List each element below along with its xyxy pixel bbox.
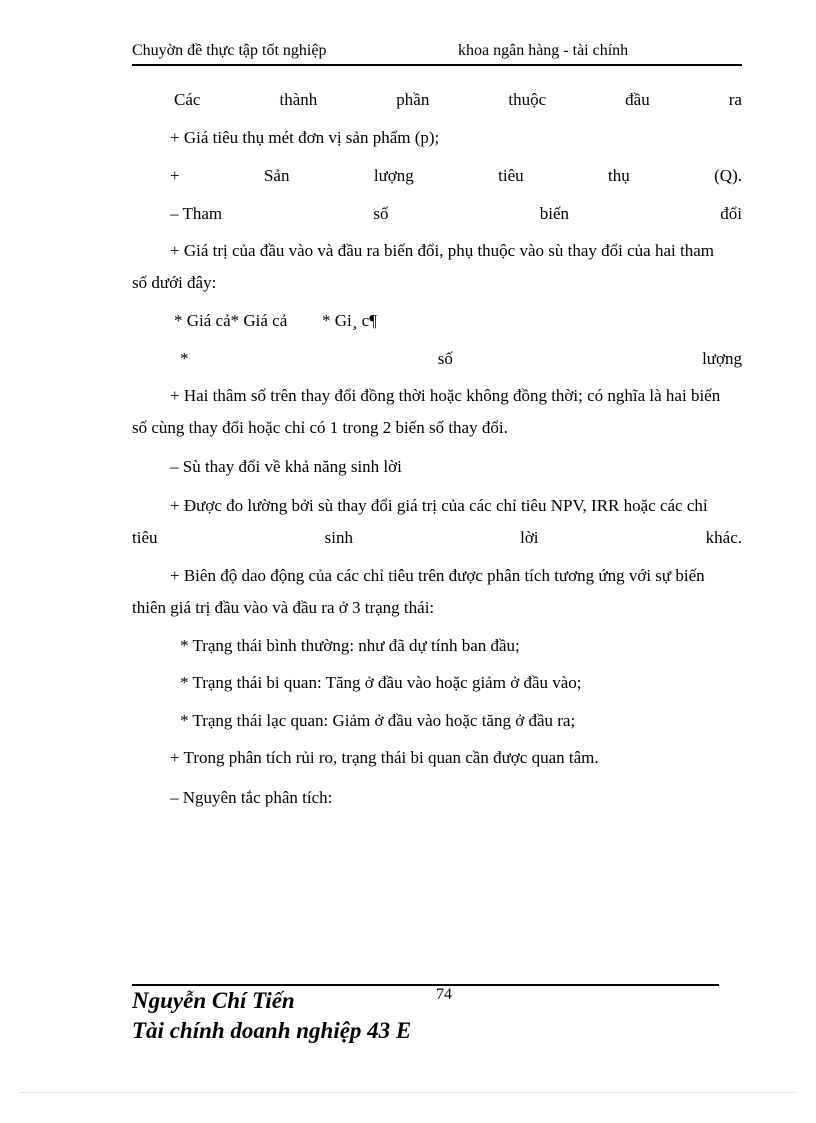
word: ra bbox=[728, 90, 742, 109]
word: + bbox=[170, 166, 180, 185]
text-line: – Sù thay đổi về khả năng sinh lời bbox=[170, 457, 402, 476]
text-line: + Trong phân tích rủi ro, trạng thái bi quan cần được quan tâm. bbox=[170, 748, 599, 767]
word: (Q). bbox=[714, 166, 742, 185]
text-line: * Trạng thái bình thường: như đã dự tính ban đầu; bbox=[180, 636, 520, 655]
justified-line-7 bbox=[180, 349, 742, 369]
header-department: khoa ngân hàng - tài chính bbox=[458, 42, 629, 59]
page-header bbox=[132, 40, 742, 66]
text-line: * Trạng thái lạc quan: Giảm ở đầu vào hoặc tăng ở đầu ra; bbox=[180, 711, 576, 730]
word: lượng bbox=[373, 166, 414, 185]
word: * bbox=[180, 349, 189, 368]
word: Sản bbox=[263, 166, 290, 185]
word: lời bbox=[520, 528, 539, 547]
word: biến bbox=[539, 204, 570, 223]
word: đầu bbox=[625, 90, 650, 109]
footer-department: Tài chính doanh nghiệp 43 E bbox=[132, 1018, 412, 1043]
header-title: Chuyờn đề thực tập tốt nghiệp bbox=[132, 42, 327, 59]
text-line: số dưới đây: bbox=[132, 273, 217, 292]
text-line: + Biên độ dao động của các chỉ tiêu trên được phân tích tương ứng với sự biến bbox=[170, 566, 705, 585]
text-line: + Hai thâm số trên thay đổi đồng thời hoặc không đồng thời; có nghĩa là hai biến bbox=[170, 386, 721, 405]
text-line: – Nguyên tắc phân tích: bbox=[170, 788, 333, 807]
word: tiêu bbox=[132, 528, 158, 547]
footer-divider bbox=[132, 984, 719, 986]
text-line: + Được đo lường bởi sù thay đổi giá trị của các chỉ tiêu NPV, IRR hoặc các chỉ bbox=[170, 496, 708, 515]
justified-line-10b bbox=[132, 528, 742, 548]
word: phần bbox=[396, 90, 430, 109]
page-bottom-border bbox=[20, 1092, 796, 1093]
word: số bbox=[437, 349, 453, 368]
justified-line-4 bbox=[170, 204, 742, 224]
justified-line-3 bbox=[170, 166, 742, 186]
text-line: thiên giá trị đầu vào và đầu ra ở 3 trạng thái: bbox=[132, 598, 435, 617]
word: tiêu bbox=[498, 166, 524, 185]
word: Các bbox=[174, 90, 201, 109]
word: sinh bbox=[324, 528, 353, 547]
page-number: 74 bbox=[436, 986, 452, 1003]
text-line: + Giá tiêu thụ mét đơn vị sản phẩm (p); bbox=[170, 128, 440, 147]
word: đổi bbox=[720, 204, 742, 223]
word: – Tham bbox=[170, 204, 223, 223]
text-line: số cùng thay đổi hoặc chỉ có 1 trong 2 biến số thay đổi. bbox=[132, 418, 508, 437]
word: khác. bbox=[705, 528, 742, 547]
word: lượng bbox=[702, 349, 742, 368]
word: số bbox=[373, 204, 389, 223]
text-line: * Trạng thái bi quan: Tăng ở đầu vào hoặc giảm ở đầu vào; bbox=[180, 673, 582, 692]
word: thành bbox=[279, 90, 318, 109]
word: thụ bbox=[608, 166, 630, 185]
word: thuộc bbox=[508, 90, 547, 109]
footer-author: Nguyễn Chí Tiến bbox=[132, 988, 295, 1013]
text-line: + Giá trị của đầu vào và đầu ra biến đổi, phụ thuộc vào sù thay đổi của hai tham bbox=[170, 241, 714, 260]
text-line: * Gi¸ c¶ bbox=[322, 311, 377, 330]
text-line: * Giá cả* Giá cả bbox=[174, 311, 288, 330]
justified-line-1 bbox=[174, 90, 742, 110]
